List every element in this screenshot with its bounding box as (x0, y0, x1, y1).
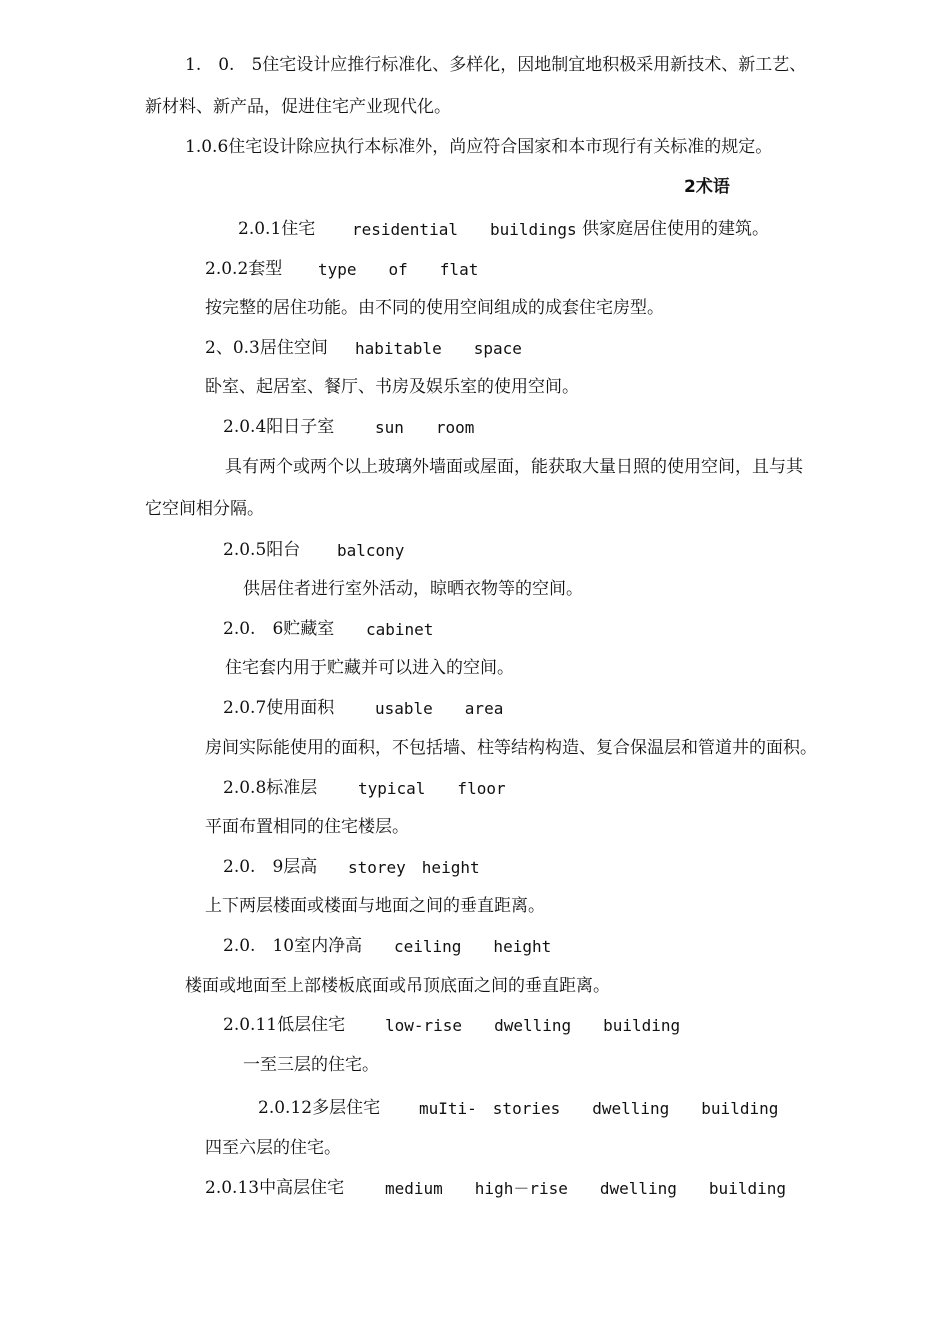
term-2-0-10-english: ceiling height (394, 937, 552, 956)
term-2-0-4-definition-line1: 具有两个或两个以上玻璃外墙面或屋面，能获取大量日照的使用空间，且与其 (225, 457, 803, 477)
term-2-0-9-definition: 上下两层楼面或楼面与地面之间的垂直距离。 (205, 896, 545, 916)
term-2-0-12-english: muIti- stories dwelling building (419, 1099, 779, 1118)
section-heading-terms: 2术语 (684, 177, 730, 197)
term-2-0-3-english: habitable space (355, 339, 522, 358)
clause-1-0-6: 1.0.6住宅设计除应执行本标准外，尚应符合国家和本市现行有关标准的规定。 (185, 137, 773, 157)
term-2-0-6-definition: 住宅套内用于贮藏并可以进入的空间。 (225, 658, 514, 678)
term-2-0-7-definition: 房间实际能使用的面积，不包括墙、柱等结构构造、复合保温层和管道井的面积。 (205, 738, 817, 758)
term-2-0-4-number: 2.0.4阳日子室 (223, 417, 335, 437)
term-2-0-13-english: medium high－rise dwelling building (385, 1179, 786, 1198)
term-2-0-9-number: 2.0. 9层高 (223, 857, 318, 877)
term-2-0-4-definition-line2: 它空间相分隔。 (145, 499, 264, 519)
term-2-0-1-number: 2.0.1住宅 (238, 219, 316, 239)
term-2-0-13-number: 2.0.13中高层住宅 (205, 1178, 345, 1198)
term-2-0-5-number: 2.0.5阳台 (223, 540, 301, 560)
term-2-0-5-definition: 供居住者进行室外活动，晾晒衣物等的空间。 (243, 579, 583, 599)
term-2-0-1-definition: 供家庭居住使用的建筑。 (582, 219, 769, 239)
term-2-0-11-number: 2.0.11低层住宅 (223, 1015, 346, 1035)
term-2-0-11-english: low-rise dwelling building (385, 1016, 681, 1035)
term-2-0-2-definition: 按完整的居住功能。由不同的使用空间组成的成套住宅房型。 (205, 298, 664, 318)
term-2-0-3-definition: 卧室、起居室、餐厅、书房及娱乐室的使用空间。 (205, 377, 579, 397)
term-2-0-2-number: 2.0.2套型 (205, 259, 283, 279)
term-2-0-8-english: typical floor (358, 779, 506, 798)
term-2-0-12-number: 2.0.12多层住宅 (258, 1098, 381, 1118)
term-2-0-8-number: 2.0.8标准层 (223, 778, 318, 798)
term-2-0-12-definition: 四至六层的住宅。 (205, 1138, 341, 1158)
clause-1-0-5-line2: 新材料、新产品，促进住宅产业现代化。 (145, 97, 451, 117)
clause-1-0-5-line1: 1. 0. 5住宅设计应推行标准化、多样化，因地制宜地积极采用新技术、新工艺、 (185, 55, 807, 75)
term-2-0-7-number: 2.0.7使用面积 (223, 698, 335, 718)
term-2-0-5-english: balcony (337, 541, 405, 560)
term-2-0-3-number: 2、0.3居住空间 (205, 338, 328, 358)
term-2-0-6-number: 2.0. 6贮藏室 (223, 619, 335, 639)
term-2-0-6-english: cabinet (366, 620, 434, 639)
term-2-0-1-english: residential buildings (352, 220, 577, 239)
term-2-0-2-english: type of flat (318, 260, 479, 279)
term-2-0-10-definition: 楼面或地面至上部楼板底面或吊顶底面之间的垂直距离。 (185, 976, 610, 996)
term-2-0-8-definition: 平面布置相同的住宅楼层。 (205, 817, 409, 837)
term-2-0-7-english: usable area (375, 699, 504, 718)
term-2-0-11-definition: 一至三层的住宅。 (243, 1055, 379, 1075)
term-2-0-10-number: 2.0. 10室内净高 (223, 936, 363, 956)
term-2-0-4-english: sun room (375, 418, 475, 437)
term-2-0-9-english: storey height (348, 858, 480, 877)
